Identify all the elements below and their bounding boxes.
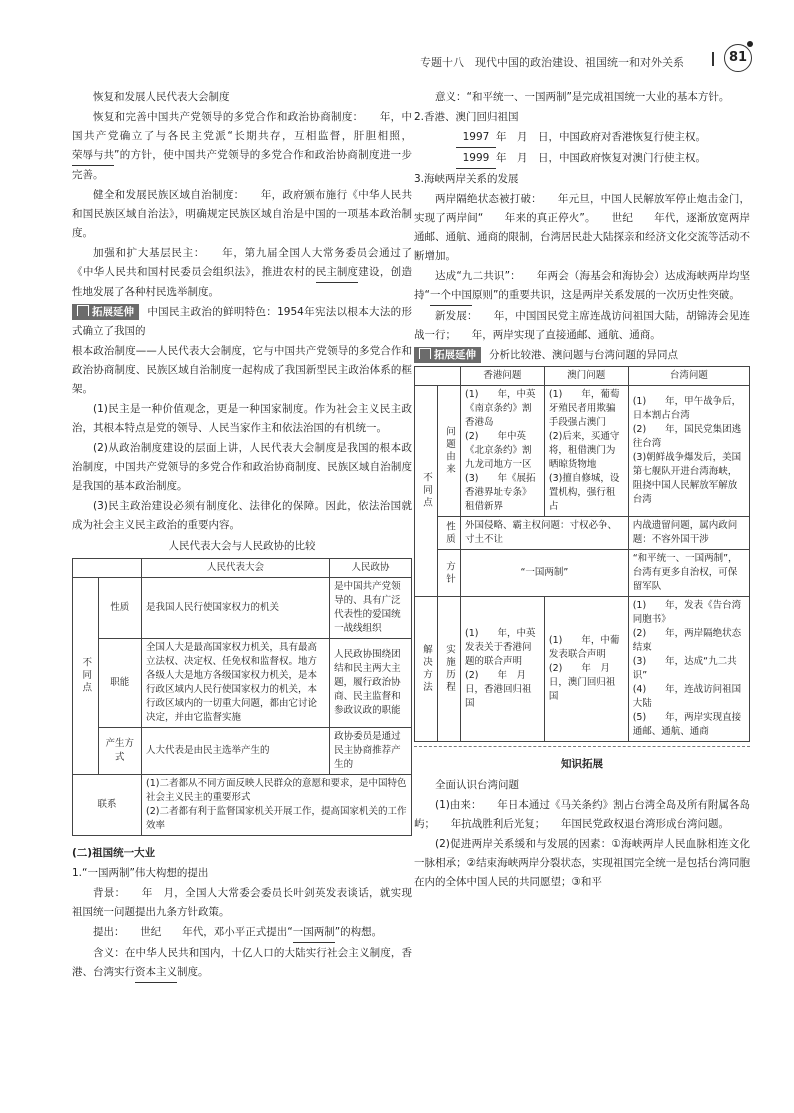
- text: 达成“九二共识”： 年两会（海基会和海协会）达成海峡两岸均坚持“: [414, 270, 750, 301]
- page-number: 81: [724, 44, 752, 72]
- table-cell: 外国侵略、霸主权问题：寸权必争、寸土不让: [461, 517, 629, 550]
- text: 中国民主政治的鲜明特色：1954年宪法以根本大法的形式确立了我国的: [72, 306, 412, 337]
- table-cell: 政协委员是通过民主协商推荐产生的: [330, 728, 412, 775]
- hk-mo-tw-table: [414, 366, 750, 742]
- book-icon: [419, 348, 431, 359]
- fill-blank: 1997: [456, 128, 496, 148]
- section-heading: (二)祖国统一大业: [72, 847, 156, 859]
- text: 恢复和完善中国共产党领导的多党合作和政治协商制度： 年，中国共产党确立了与各民主党派“长期共存，互相监督，肝胆相照，: [72, 111, 412, 142]
- row-label: 联系: [73, 775, 142, 836]
- row-label: 性质: [98, 578, 141, 639]
- table-cell: 人大代表是由民主选举产生的: [142, 728, 330, 775]
- text: 年 月 日，中国政府恢复对澳门行使主权。: [496, 152, 706, 164]
- left-column: [72, 88, 412, 984]
- point-2: (2)从政治制度建设的层面上讲，人民代表大会制度是我国的根本政治制度，中国共产党领导的多党合作和政治协商制度、民族区域自治制度是我国的基本政治制度。: [72, 442, 412, 492]
- row-group-label: 不同点: [415, 386, 438, 597]
- row-label: 产生方式: [98, 728, 141, 775]
- extension-1-cont: 根本政治制度——人民代表大会制度，它与中国共产党领导的多党合作和政治协商制度、民族区域自治制度一起构成了我国新型民主政治体系的框架。: [72, 345, 412, 395]
- page-header: [0, 44, 794, 74]
- knowledge-origin: (1)由来： 年日本通过《马关条约》割占台湾全岛及所有附属各岛屿； 年抗战胜利后光复； 年国民党政权退台湾形成台湾问题。: [414, 799, 750, 830]
- row-label: 方针: [438, 550, 461, 597]
- row-group-label: 解决方法: [415, 597, 438, 742]
- para-macau: [414, 149, 750, 169]
- text: 分析比较港、澳问题与台湾问题的异同点: [489, 349, 678, 361]
- subheading: 1.“一国两制”伟大构想的提出: [72, 867, 209, 879]
- running-title: 专题十八 现代中国的政治建设、祖国统一和对外关系: [420, 56, 684, 69]
- page-number-dot: [747, 41, 753, 47]
- para-consensus: [414, 267, 750, 306]
- table-row: [415, 367, 750, 386]
- fill-blank: 荣辱与共: [72, 146, 114, 166]
- tag-label: 拓展延伸: [434, 349, 476, 361]
- para-grassroots: [72, 244, 412, 302]
- table-cell: [142, 775, 412, 836]
- table-cell: 内战遗留问题，属内政问题：不容外国干涉: [628, 517, 749, 550]
- header-divider: [712, 52, 714, 66]
- table-cell: 人民政协围绕团结和民主两大主题，履行政治协商、民主监督和参政议政的职能: [330, 639, 412, 728]
- table-cell: (1) 年，中英发表关于香港问题的联合声明 (2) 年 月 日，香港回归祖国: [461, 597, 545, 742]
- text: 原则”的重要共识，这是两岸关系发展的一次历史性突破。: [471, 289, 740, 301]
- table-row: [73, 728, 412, 775]
- para-autonomy: 健全和发展民族区域自治制度： 年，政府颁布施行《中华人民共和国民族区域自治法》，明确规定民族区域自治是中国的一项基本政治制度。: [72, 189, 412, 239]
- col-header: 人民代表大会: [142, 559, 330, 578]
- fill-blank: 一国两制: [293, 923, 335, 943]
- extension-2: [414, 346, 750, 365]
- subheading: 3.海峡两岸关系的发展: [414, 173, 519, 185]
- fill-blank: 民主制度: [316, 263, 358, 283]
- tag-label: 拓展延伸: [92, 306, 134, 318]
- text: 制度。: [177, 966, 209, 978]
- para-significance: 意义：“和平统一、一国两制”是完成祖国统一大业的基本方针。: [435, 91, 730, 103]
- row-label: 实施历程: [438, 597, 461, 742]
- table-row: [415, 517, 750, 550]
- table-row: [73, 559, 412, 578]
- table-cell: (1) 年，中英《南京条约》割香港岛 (2) 年中英《北京条约》割九龙司地方一区 (3) 年《展拓香港界址专条》租借新界: [461, 386, 545, 517]
- para-isolation: 两岸隔绝状态被打破： 年元旦，中国人民解放军停止炮击金门，实现了两岸间“ 年来的真正停火”。 世纪 年代，逐渐放宽两岸通邮、通航、通商的限制，台湾居民赴大陆探亲和经济文化交流等活动不断增加。: [414, 193, 750, 262]
- fill-blank: 一个中国: [430, 286, 472, 306]
- table-row: [73, 775, 412, 836]
- row-group-label: 不同点: [73, 578, 99, 775]
- table-cell: “和平统一、一国两制”，台湾有更多自治权，可保留军队: [628, 550, 749, 597]
- right-column: [414, 88, 750, 893]
- comparison-table: [72, 558, 412, 836]
- knowledge-title: 知识拓展: [561, 758, 603, 770]
- knowledge-factors: (2)促进两岸关系缓和与发展的因素：①海峡两岸人民血脉相连文化一脉相承；②结束海峡两岸分裂状态，实现祖国完全统一是包括台湾同胞在内的全体中国人民的共同愿望；③和平: [414, 838, 750, 888]
- diag-cell: [73, 559, 142, 578]
- row-label: 性质: [438, 517, 461, 550]
- row-label: 问题由来: [438, 386, 461, 517]
- knowledge-heading: 全面认识台湾问题: [435, 779, 519, 791]
- extension-1: [72, 303, 412, 341]
- table-cell: (1) 年，发表《告台湾同胞书》 (2) 年，两岸隔绝状态结束 (3) 年，达成“九二共识” (4) 年，连战访问祖国大陆 (5) 年，两岸实现直接通邮、通航、通商: [628, 597, 749, 742]
- col-header: 人民政协: [330, 559, 412, 578]
- col-header: 香港问题: [461, 367, 545, 386]
- para-restore-npc: 恢复和发展人民代表大会制度: [93, 91, 230, 103]
- para-new-dev: 新发展： 年，中国国民党主席连战访问祖国大陆，胡锦涛会见连战一行； 年，两岸实现了直接通邮、通航、通商。: [414, 310, 750, 341]
- para-meaning: [72, 944, 412, 983]
- text: 含义：在中华人民共和国内，十亿人口的大陆实行社会主义制度，香港、台湾实行: [72, 947, 412, 978]
- link-item: (2)二者都有利于监督国家机关开展工作，提高国家机关的工作效率: [146, 806, 407, 831]
- table-row: [415, 386, 750, 517]
- point-1: (1)民主是一种价值观念，更是一种国家制度。作为社会主义民主政治，其根本特点是党的领导、人民当家作主和依法治国的有机统一。: [72, 403, 412, 434]
- table-row: [73, 639, 412, 728]
- fill-blank: 1999: [456, 149, 496, 169]
- extension-tag: [414, 347, 481, 363]
- table-cell: (1) 年，甲午战争后，日本割占台湾 (2) 年，国民党集团逃往台湾 (3)朝鲜战争爆发后，美国第七舰队开进台湾海峡，阻挠中国人民解放军解放台湾: [628, 386, 749, 517]
- table-cell: “一国两制”: [461, 550, 629, 597]
- knowledge-box: [414, 746, 750, 892]
- subheading: 2.香港、澳门回归祖国: [414, 111, 519, 123]
- table-cell: 是中国共产党领导的、具有广泛代表性的爱国统一战线组织: [330, 578, 412, 639]
- table-row: [415, 550, 750, 597]
- text: 建设，创造性地发展了各种村民选举制度。: [72, 266, 413, 298]
- table-title: 人民代表大会与人民政协的比较: [168, 540, 316, 552]
- col-header: 台湾问题: [628, 367, 749, 386]
- text: ”的构想。: [334, 926, 383, 938]
- text: 提出： 世纪 年代，邓小平正式提出“: [93, 926, 293, 938]
- table-row: [73, 578, 412, 639]
- table-cell: (1) 年，葡萄牙殖民者用欺骗手段强占澳门 (2)后来，买通守将，租借澳门为晒晾货物地 (3)擅自修城，设置机构，强行租占: [544, 386, 628, 517]
- row-label: 职能: [98, 639, 141, 728]
- table-cell: (1) 年，中葡发表联合声明 (2) 年 月 日，澳门回归祖国: [544, 597, 628, 742]
- table-row: [415, 597, 750, 742]
- diag-cell: [415, 367, 461, 386]
- extension-tag: [72, 304, 139, 320]
- table-cell: 全国人大是最高国家权力机关，具有最高立法权、决定权、任免权和监督权。地方各级人大是地方各级国家权力机关，是本行政区域内人民行使国家权力的机关，本行政区域内的一切重大问题，都由它讨论决定，并由它监督实施: [142, 639, 330, 728]
- para-multiparty: [72, 108, 412, 185]
- fill-blank: 资本主义: [135, 963, 177, 983]
- col-header: 澳门问题: [544, 367, 628, 386]
- point-3: (3)民主政治建设必须有制度化、法律化的保障。因此，依法治国就成为社会主义民主政治的重要内容。: [72, 500, 412, 531]
- book-icon: [77, 305, 89, 316]
- text: 加强和扩大基层民主： 年，第九届全国人大常务委员会通过了《中华人民共和国村民委员会组织法》，推进农村的: [72, 247, 412, 278]
- table-cell: 是我国人民行使国家权力的机关: [142, 578, 330, 639]
- para-proposal: [72, 923, 412, 943]
- text: ”的方针，使中国共产党领导的多党合作和政治协商制度进一步完善。: [72, 149, 412, 181]
- link-item: (1)二者都从不同方面反映人民群众的意愿和要求，是中国特色社会主义民主的重要形式: [146, 778, 407, 803]
- text: 年 月 日，中国政府对香港恢复行使主权。: [496, 131, 706, 143]
- para-background: 背景： 年 月，全国人大常委会委员长叶剑英发表谈话，就实现祖国统一问题提出九条方针政策。: [72, 887, 412, 918]
- para-hk: [414, 128, 750, 148]
